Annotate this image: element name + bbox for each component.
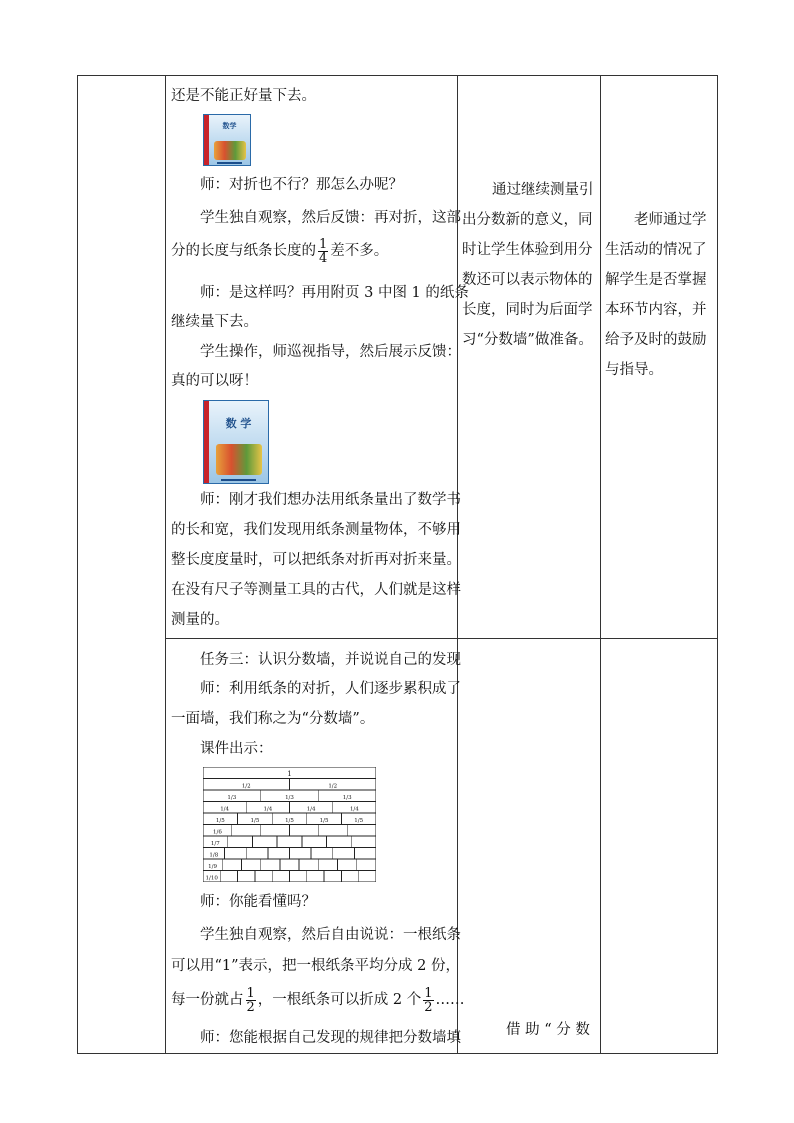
teacher-statement-cont: 一面墙，我们称之为“分数墙”。	[171, 711, 375, 727]
fraction-wall-label: 1/8	[209, 852, 219, 859]
text-span: 差不多。	[330, 243, 389, 259]
fraction-wall-label: 1/3	[285, 795, 294, 802]
teacher-summary-cont: 整长度度量时，可以把纸条对折再对折来量。	[171, 552, 461, 568]
math-book-small-image	[203, 114, 251, 166]
text-span: 每一份就占	[171, 992, 244, 1008]
numerator: 1	[319, 236, 328, 252]
book-cover	[209, 401, 268, 483]
student-explanation-cont: 可以用“1”表示，把一根纸条平均分成 2 份，	[171, 958, 460, 974]
fraction-wall-cell	[232, 825, 261, 837]
book-cover	[209, 115, 250, 165]
denominator: 2	[246, 999, 255, 1015]
fraction-wall-cell	[299, 859, 318, 871]
design-intent-line: 借 助 “ 分 数	[506, 1022, 590, 1038]
fraction-wall-label: 1/4	[220, 806, 230, 813]
fraction-wall-cell	[268, 848, 290, 860]
fraction-wall-label: 1/5	[319, 818, 329, 825]
teacher-summary: 师：刚才我们想办法用纸条量出了数学书	[200, 492, 461, 508]
fraction-wall-cell	[255, 871, 272, 883]
evaluation-line: 与指导。	[605, 362, 663, 378]
design-intent-line: 习“分数墙”做准备。	[462, 332, 593, 348]
student-operation-cont: 真的可以呀！	[171, 373, 258, 389]
book-illustration	[216, 444, 262, 475]
fraction-wall-label: 1/5	[354, 818, 364, 825]
denominator: 2	[424, 999, 433, 1015]
student-explanation-cont	[171, 984, 465, 1016]
row-divider	[165, 638, 718, 639]
fraction-wall-cell	[272, 871, 289, 883]
fraction-wall-label: 1/5	[215, 818, 225, 825]
fraction-wall-label: 1	[287, 770, 292, 779]
teacher-summary-cont: 测量的。	[171, 612, 229, 628]
fraction-wall-cell	[359, 871, 376, 883]
fraction-wall-label: 1/9	[208, 864, 218, 871]
evaluation-line: 给予及时的鼓励	[605, 332, 707, 348]
fraction-wall-cell	[252, 836, 277, 848]
fraction-wall-cell	[241, 859, 260, 871]
fraction-wall-label: 1/4	[306, 806, 316, 813]
text-line: 还是不能正好量下去。	[171, 88, 316, 104]
fraction-wall-label: 1/5	[285, 818, 294, 825]
fraction-wall-label: 1/3	[342, 795, 352, 802]
fraction-wall-cell	[338, 859, 357, 871]
fraction-wall-cell	[327, 836, 352, 848]
fraction-wall-cell	[302, 836, 327, 848]
fraction-one-half	[423, 987, 433, 1014]
teacher-question: 师：你能看懂吗？	[200, 894, 316, 910]
fraction-one-half	[246, 987, 256, 1014]
fraction-wall-cell	[261, 825, 290, 837]
fraction-wall-cell	[277, 836, 302, 848]
text-span: ，一根纸条可以折成 2 个	[257, 992, 422, 1008]
teacher-statement: 师：利用纸条的对折，人们逐步累积成了	[200, 681, 461, 697]
fraction-wall-cell	[290, 825, 319, 837]
student-explanation: 学生独自观察，然后自由说说：一根纸条	[200, 927, 461, 943]
student-response-cont	[171, 236, 388, 266]
table-right-border	[717, 75, 718, 1053]
book-illustration	[214, 141, 246, 160]
numerator: 1	[246, 985, 255, 1001]
table-top-border	[77, 75, 718, 76]
book-title: 数 学	[225, 417, 252, 430]
teacher-summary-cont: 在没有尺子等测量工具的古代，人们就是这样	[171, 582, 461, 598]
fraction-wall-cell	[261, 859, 280, 871]
design-intent-line: 数还可以表示物体的	[462, 272, 593, 288]
fraction-one-quarter	[318, 238, 328, 265]
numerator: 1	[424, 985, 433, 1001]
fraction-wall-cell	[246, 848, 268, 860]
fraction-wall-cell	[307, 871, 324, 883]
courseware-label: 课件出示：	[200, 741, 273, 757]
fraction-wall-cell	[347, 825, 376, 837]
student-response: 学生独自观察，然后反馈：再对折，这部	[200, 210, 461, 226]
design-intent-line: 通过继续测量引	[492, 182, 594, 198]
fraction-wall-cell	[290, 871, 307, 883]
fraction-wall-label: 1/6	[212, 829, 222, 836]
evaluation-line: 解学生是否掌握	[605, 272, 707, 288]
evaluation-line: 生活动的情况了	[605, 242, 707, 258]
student-operation: 学生操作，师巡视指导，然后展示反馈：	[200, 344, 461, 360]
table-left-border	[77, 75, 78, 1053]
design-intent-line: 长度，同时为后面学	[462, 302, 593, 318]
fraction-wall-cell	[238, 871, 255, 883]
fraction-wall-cell	[222, 859, 241, 871]
fraction-wall-cell	[324, 871, 341, 883]
text-span: ……	[435, 992, 465, 1008]
fraction-wall-label: 1/4	[349, 806, 359, 813]
fraction-wall-cell	[357, 859, 376, 871]
fraction-wall-label: 1/10	[205, 875, 218, 882]
fraction-wall-cell	[311, 848, 333, 860]
fraction-wall-label: 1/5	[250, 818, 260, 825]
fraction-wall-cell	[341, 871, 358, 883]
fraction-wall-cell	[290, 848, 312, 860]
fraction-wall-cell	[228, 836, 253, 848]
fraction-wall-cell	[318, 859, 337, 871]
fraction-wall-cell	[318, 825, 347, 837]
task-three-heading: 任务三：认识分数墙，并说说自己的发现	[200, 652, 461, 668]
fraction-wall-cell	[351, 836, 376, 848]
teacher-question: 师：您能根据自己发现的规律把分数墙填	[200, 1030, 461, 1046]
fraction-wall-label: 1/7	[210, 841, 220, 848]
book-title: 数学	[222, 121, 237, 130]
fraction-wall-cell	[280, 859, 299, 871]
fraction-wall-cell	[220, 871, 237, 883]
fraction-wall-cell	[225, 848, 247, 860]
evaluation-line: 本环节内容，并	[605, 302, 707, 318]
teacher-question: 师：对折也不行？那怎么办呢？	[200, 177, 403, 193]
math-book-large-image	[203, 400, 269, 484]
evaluation-line: 老师通过学	[634, 212, 707, 228]
denominator: 4	[319, 250, 328, 266]
design-intent-line: 出分数新的意义，同	[462, 212, 593, 228]
design-intent-line: 时让学生体验到用分	[462, 242, 593, 258]
text-span: 分的长度与纸条长度的	[171, 243, 316, 259]
fraction-wall-label: 1/2	[241, 783, 251, 790]
fraction-wall-label: 1/4	[263, 806, 273, 813]
fraction-wall-diagram	[203, 767, 376, 882]
book-publisher-mark	[221, 479, 256, 481]
fraction-wall-cell	[354, 848, 376, 860]
teacher-question-cont: 继续量下去。	[171, 314, 258, 330]
teacher-summary-cont: 的长和宽，我们发现用纸条测量物体，不够用	[171, 522, 461, 538]
column-divider-1	[165, 75, 166, 1053]
book-publisher-mark	[217, 162, 242, 164]
fraction-wall-label: 1/2	[328, 783, 338, 790]
fraction-wall-cell	[333, 848, 355, 860]
column-divider-3	[600, 75, 601, 1053]
table-bottom-border	[77, 1053, 718, 1054]
fraction-wall-label: 1/3	[227, 795, 237, 802]
teacher-question: 师：是这样吗？再用附页 3 中图 1 的纸条	[200, 285, 469, 301]
